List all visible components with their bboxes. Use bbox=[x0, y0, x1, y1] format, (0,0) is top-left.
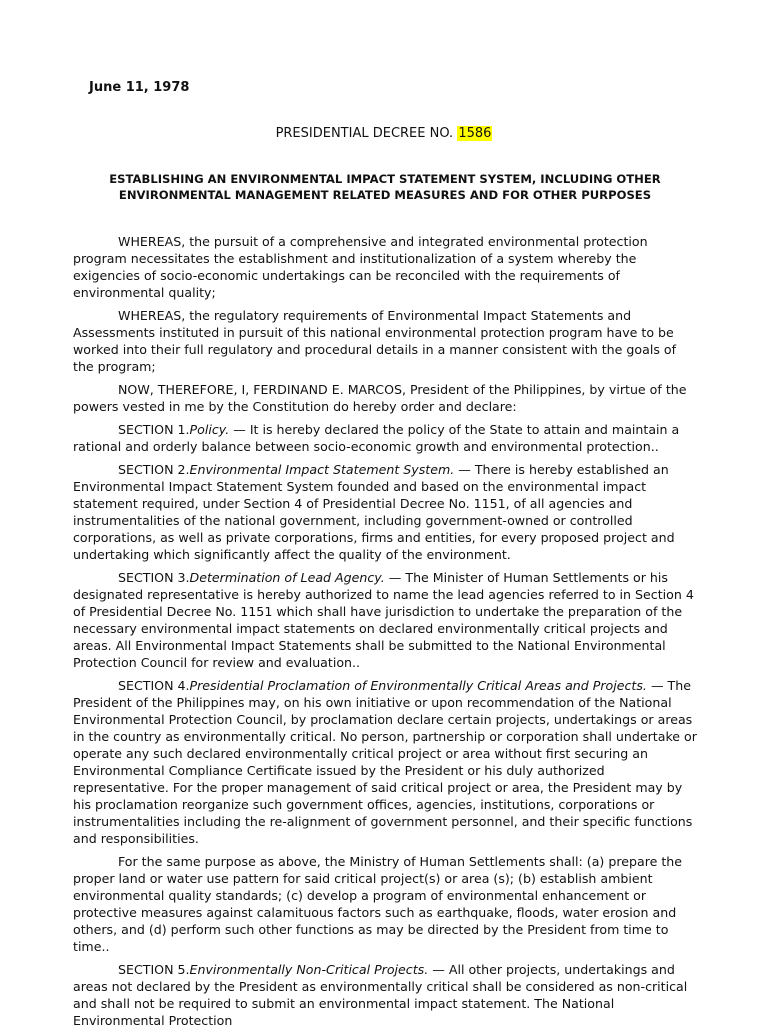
decree-prefix: PRESIDENTIAL DECREE NO. bbox=[275, 126, 458, 141]
section-prefix: SECTION 5. bbox=[118, 962, 190, 977]
paragraph-section-2 bbox=[73, 461, 697, 563]
decree-heading bbox=[0, 125, 768, 142]
section-heading: Policy. bbox=[189, 422, 230, 437]
document-body bbox=[73, 233, 697, 1035]
paragraph-now-therefore: NOW, THEREFORE, I, FERDINAND E. MARCOS, President of the Philippines, by virtue of the powers vested in me by the Constitution do hereby order and declare: bbox=[73, 382, 687, 414]
section-heading: Determination of Lead Agency. bbox=[189, 570, 385, 585]
paragraph-section-4-continued: For the same purpose as above, the Ministry of Human Settlements shall: (a) prepare the proper land or water use pattern for said critical project(s) or area (s); (b) establish ambient environmental quality standards; (c) develop a program of environmental enhancement or protective measures against calamituous factors such as earthquake, floods, water erosion and others, and (d) perform such other functions as may be directed by the President from time to time.. bbox=[73, 854, 683, 954]
paragraph-whereas-1: WHEREAS, the pursuit of a comprehensive and integrated environmental protection program necessitates the establishment and institutionalization of a system whereby the exigencies of socio-economic undertakings can be reconciled with the requirements of environmental quality; bbox=[73, 234, 648, 300]
document-date: June 11, 1978 bbox=[89, 80, 190, 95]
section-heading: Environmentally Non-Critical Projects. bbox=[189, 962, 429, 977]
section-text: — The President of the Philippines may, on his own initiative or upon recommendation of the National Environmental Protection Council, by proclamation declare certain projects, undertakings or areas in the country as environmentally critical. No person, partnership or corporation shall undertake or operate any such declared environmentally critical project or area without first securing an Environmental Compliance Certificate issued by the President or his duly authorized representative. For the proper management of said critical project or area, the President may by his proclamation reorganize such government offices, agencies, institutions, corporations or instrumentalities including the re-alignment of government personnel, and their specific functions and responsibilities. bbox=[73, 678, 697, 846]
section-prefix: SECTION 3. bbox=[118, 570, 190, 585]
decree-title-line: ENVIRONMENTAL MANAGEMENT RELATED MEASURES AND FOR OTHER PURPOSES bbox=[118, 188, 652, 202]
section-text: — All other projects, undertakings and areas not declared by the President as environmentally critical shall be considered as non-critical and shall not be required to submit an environmental impact statement. The National Environmental Protection bbox=[73, 962, 688, 1028]
paragraph-section-3 bbox=[73, 569, 697, 671]
decree-title-line: ESTABLISHING AN ENVIRONMENTAL IMPACT STATEMENT SYSTEM, INCLUDING OTHER bbox=[109, 172, 661, 186]
section-prefix: SECTION 4. bbox=[118, 678, 190, 693]
section-prefix: SECTION 2. bbox=[118, 462, 190, 477]
paragraph-section-5 bbox=[73, 961, 697, 1029]
section-heading: Presidential Proclamation of Environmentally Critical Areas and Projects. bbox=[189, 678, 647, 693]
paragraph-section-1 bbox=[73, 421, 697, 455]
section-text: — There is hereby established an Environmental Impact Statement System founded and based on the environmental impact statement required, under Section 4 of Presidential Decree No. 1151, of all agencies and instrumentalities of the national government, including government-owned or controlled corporations, as well as private corporations, firms and entities, for every proposed project and undertaking which significantly affect the quality of the environment. bbox=[73, 462, 675, 562]
section-heading: Environmental Impact Statement System. bbox=[189, 462, 455, 477]
decree-title bbox=[90, 171, 680, 203]
paragraph-whereas-2: WHEREAS, the regulatory requirements of Environmental Impact Statements and Assessments instituted in pursuit of this national environmental protection program have to be worked into their full regulatory and procedural details in a manner consistent with the goals of the program; bbox=[73, 308, 677, 374]
paragraph-section-4 bbox=[73, 677, 697, 847]
section-prefix: SECTION 1. bbox=[118, 422, 190, 437]
section-text: — The Minister of Human Settlements or his designated representative is hereby authorized to name the lead agencies referred to in Section 4 of Presidential Decree No. 1151 which shall have jurisdiction to undertake the preparation of the necessary environmental impact statements on declared environmentally critical projects and areas. All Environmental Impact Statements shall be submitted to the National Environmental Protection Council for review and evaluation.. bbox=[73, 570, 694, 670]
section-text: — It is hereby declared the policy of the State to attain and maintain a rational and orderly balance between socio-economic growth and environmental protection.. bbox=[73, 422, 680, 454]
decree-number-highlight: 1586 bbox=[458, 126, 492, 141]
